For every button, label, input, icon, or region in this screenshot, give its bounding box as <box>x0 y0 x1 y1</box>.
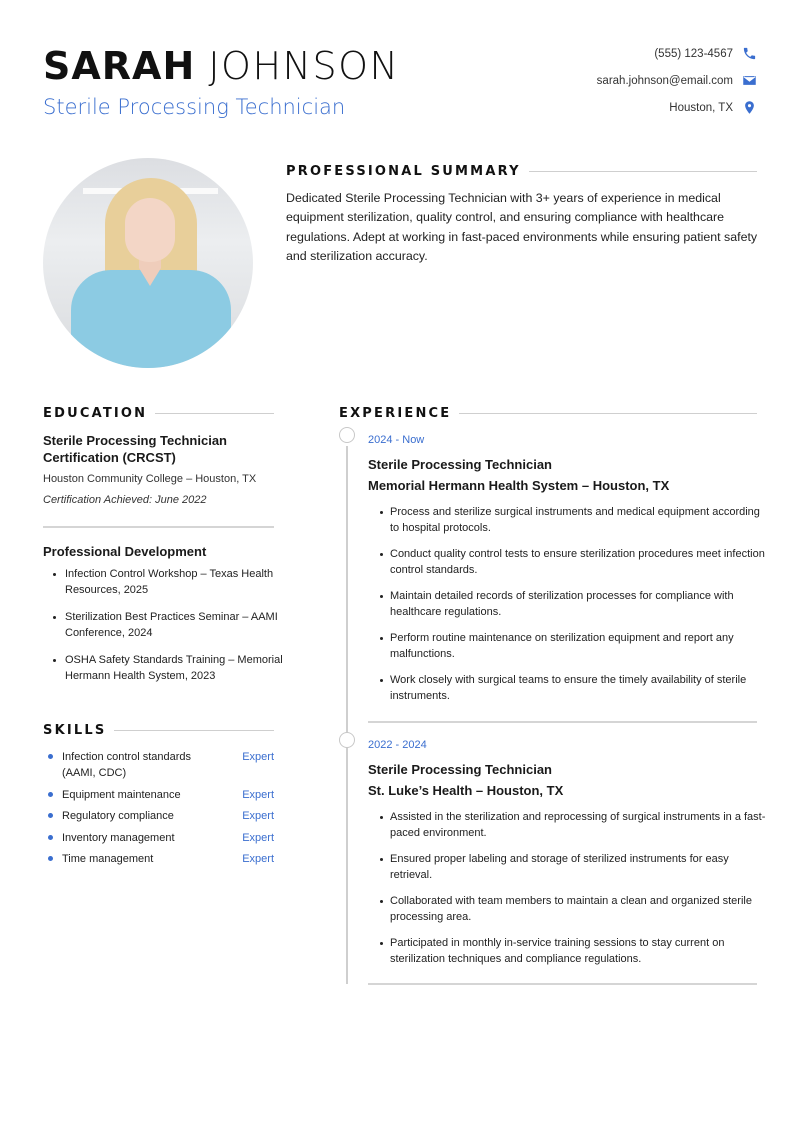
envelope-icon <box>741 73 757 89</box>
list-item: Sterilization Best Practices Seminar – AAMI Conference, 2024 <box>50 609 290 641</box>
professional-development-heading: Professional Development <box>43 544 207 559</box>
list-item: Perform routine maintenance on sterilization equipment and report any malfunctions. <box>368 630 768 662</box>
job-organization: St. Luke’s Health – Houston, TX <box>368 783 564 798</box>
list-item: Conduct quality control tests to ensure sterilization procedures meet infection control standards. <box>368 546 768 578</box>
education-school: Houston Community College – Houston, TX <box>43 473 257 485</box>
skill-name: Equipment maintenance <box>62 788 181 801</box>
profile-photo <box>43 158 253 368</box>
divider <box>43 526 274 528</box>
experience-heading-text: EXPERIENCE <box>339 406 452 421</box>
skills-list <box>43 749 274 873</box>
education-heading <box>43 406 274 421</box>
timeline-node-icon <box>339 427 355 443</box>
job-bullets <box>368 809 768 967</box>
skill-level: Expert <box>242 751 274 763</box>
education-heading-text: EDUCATION <box>43 406 148 421</box>
skill-name: Infection control standards (AAMI, CDC) <box>62 751 192 779</box>
education-date: Certification Achieved: June 2022 <box>43 494 207 506</box>
job-date: 2022 - 2024 <box>368 739 427 751</box>
list-item: Assisted in the sterilization and reprocessing of surgical instruments in a fast-paced environment. <box>368 809 768 841</box>
divider <box>155 413 274 415</box>
list-item: Infection Control Workshop – Texas Health Resources, 2025 <box>50 566 290 598</box>
experience-heading <box>339 406 757 421</box>
skill-name: Time management <box>62 853 154 865</box>
timeline-line <box>346 446 348 984</box>
skills-heading-text: SKILLS <box>43 723 107 738</box>
location-text: Houston, TX <box>669 101 733 114</box>
skill-name: Inventory management <box>62 831 175 844</box>
photo-scrubs <box>71 270 231 368</box>
phone-text: (555) 123-4567 <box>654 47 733 60</box>
summary-text: Dedicated Sterile Processing Technician with 3+ years of experience in medical equipment sterilization, quality control, and ensuring compliance with healthcare regulations. Adept at working in fast-paced environments while ensuring patient safety and sterilization accuracy. <box>286 191 758 263</box>
list-item: Participated in monthly in-service training sessions to stay current on sterilization techniques and compliance regulations. <box>368 935 768 967</box>
list-item: OSHA Safety Standards Training – Memorial Hermann Health System, 2023 <box>50 652 290 684</box>
divider <box>368 721 757 723</box>
contact-email <box>597 67 757 94</box>
education-degree: Sterile Processing Technician Certification (CRCST) <box>43 433 227 465</box>
skill-level: Expert <box>242 788 274 801</box>
list-item: Work closely with surgical teams to ensure the timely availability of sterile instruments. <box>368 672 768 704</box>
skill-item <box>43 830 274 846</box>
professional-development-list <box>50 566 290 695</box>
first-name: SARAH <box>43 44 196 88</box>
job-role: Sterile Processing Technician <box>368 762 552 777</box>
skill-level: Expert <box>242 810 274 822</box>
skill-level: Expert <box>242 831 274 844</box>
email-text[interactable]: sarah.johnson@email.com <box>596 74 733 87</box>
divider <box>459 413 757 415</box>
list-item: Process and sterilize surgical instruments and medical equipment according to hospital protocols. <box>368 504 768 536</box>
skill-item <box>43 787 274 803</box>
contact-phone <box>597 40 757 67</box>
job-date: 2024 - Now <box>368 434 425 446</box>
job-role: Sterile Processing Technician <box>368 457 552 472</box>
list-item: Maintain detailed records of sterilization processes for compliance with healthcare regulations. <box>368 588 768 620</box>
phone-icon <box>741 46 757 62</box>
map-pin-icon <box>741 100 757 116</box>
contact-location <box>597 94 757 121</box>
divider <box>529 171 757 173</box>
divider <box>368 983 757 985</box>
photo-face <box>125 198 175 262</box>
job-bullets <box>368 504 768 704</box>
job-title: Sterile Processing Technician <box>43 95 346 119</box>
skill-item <box>43 851 274 867</box>
list-item: Ensured proper labeling and storage of sterilized instruments for easy retrieval. <box>368 851 768 883</box>
list-item: Collaborated with team members to maintain a clean and organized sterile processing area. <box>368 893 768 925</box>
candidate-name <box>43 44 399 88</box>
skill-level: Expert <box>242 853 274 865</box>
summary-heading-text: PROFESSIONAL SUMMARY <box>286 164 521 179</box>
summary-heading <box>286 164 757 179</box>
job-organization: Memorial Hermann Health System – Houston, TX <box>368 478 670 493</box>
skill-item <box>43 808 274 824</box>
skill-item <box>43 749 274 781</box>
skills-heading <box>43 723 274 738</box>
experience-entry <box>368 433 768 714</box>
divider <box>114 730 274 732</box>
last-name: JOHNSON <box>208 44 400 88</box>
contact-info <box>597 40 757 121</box>
experience-entry <box>368 738 768 977</box>
skill-name: Regulatory compliance <box>62 810 174 822</box>
timeline-node-icon <box>339 732 355 748</box>
